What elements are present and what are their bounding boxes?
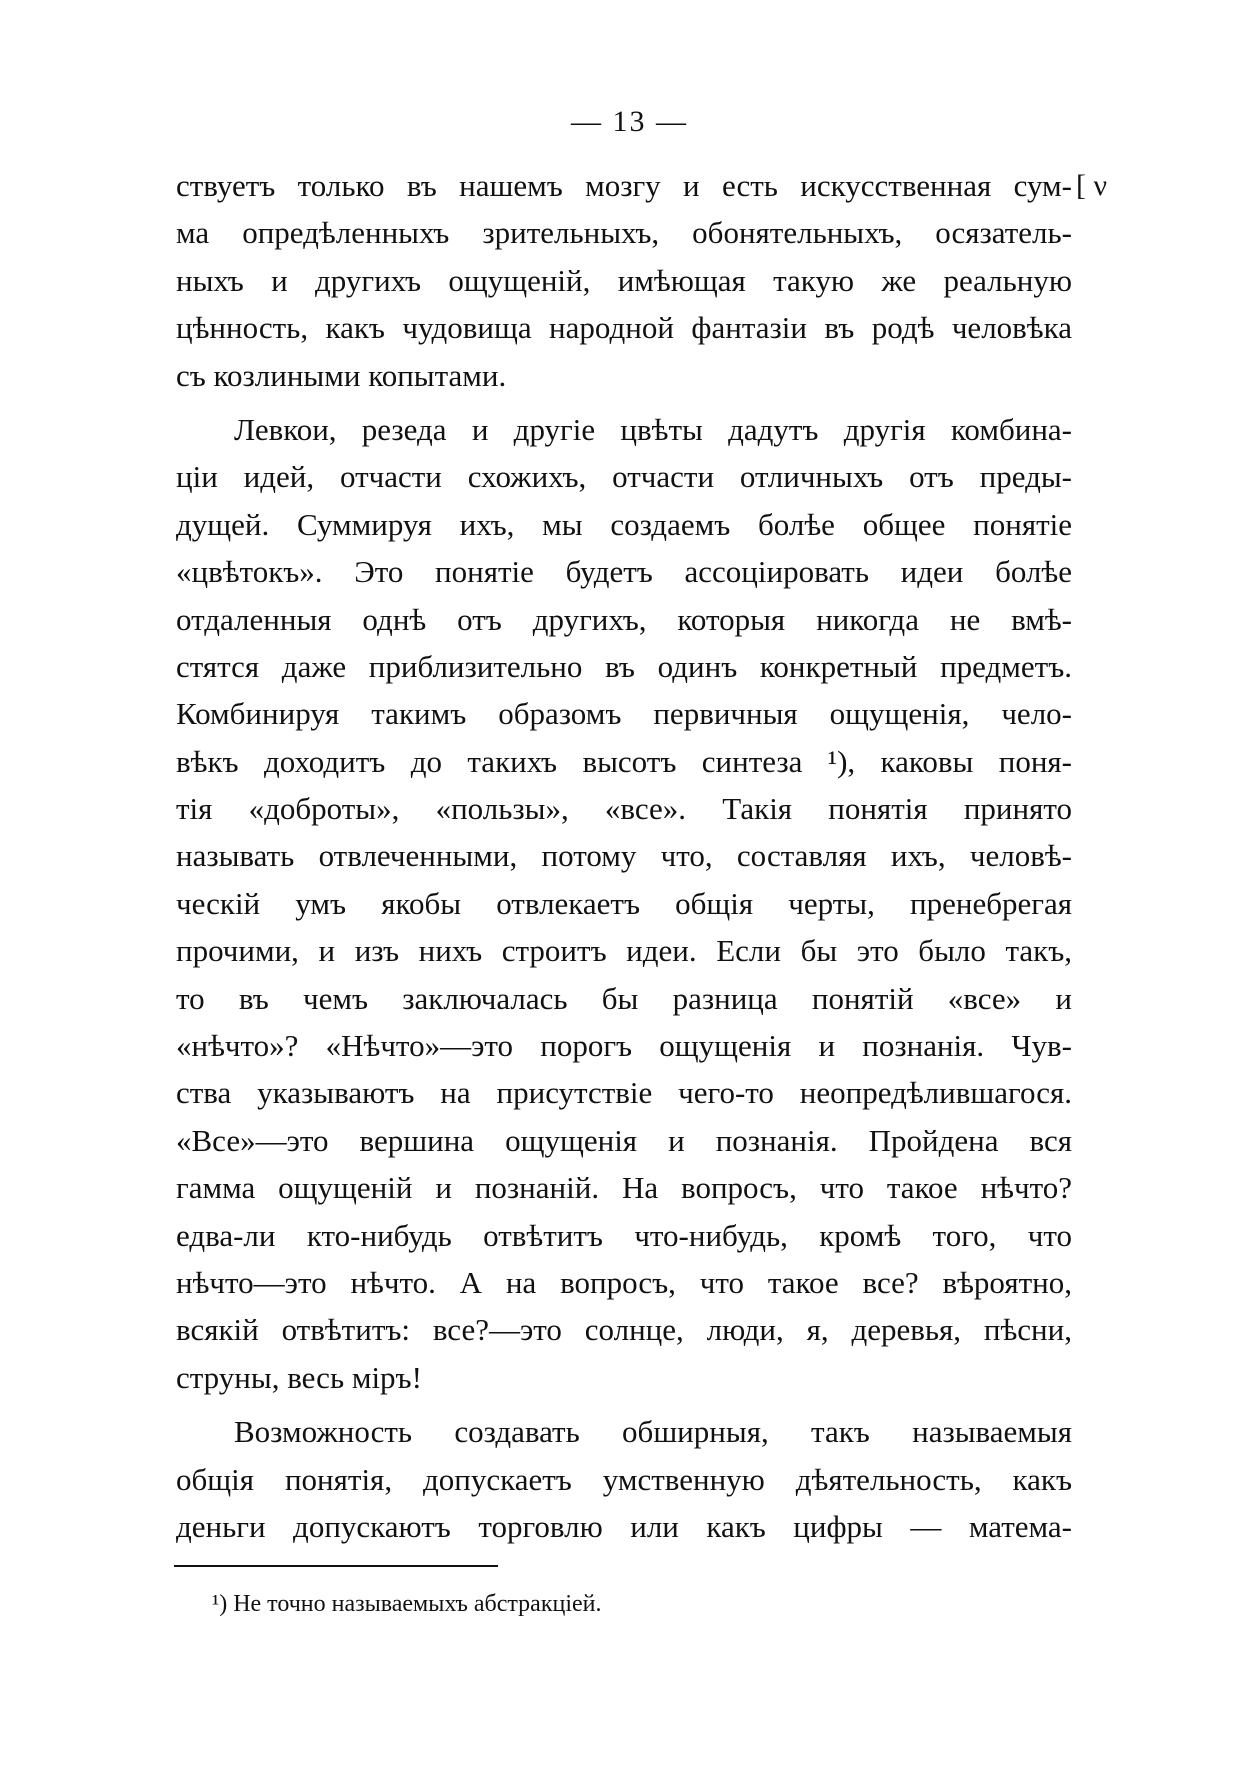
text-line: Комбинируя такимъ образомъ первичныя ощущенія, чело- [176,696,1072,732]
text-line: дущей. Суммируя ихъ, мы создаемъ болѣе общее понятіе [176,506,1072,542]
body-text [176,162,1072,1550]
text-line: цѣнность, какъ чудовища народной фантазіи въ родѣ человѣка [176,310,1072,346]
text-line: ма опредѣленныхъ зрительныхъ, обонятельныхъ, осязатель- [176,215,1072,251]
footnote-divider [174,1565,498,1567]
footnote: ¹) Не точно называемыхъ абстракціей. [212,1591,602,1617]
text-line: нѣчто—это нѣчто. А на вопросъ, что такое все? вѣроятно, [176,1264,1072,1300]
text-line: деньги допускаютъ торговлю или какъ цифры — матема- [176,1508,1072,1544]
text-line: называть отвлеченными, потому что, составляя ихъ, человѣ- [176,838,1072,874]
text-line: то въ чемъ заключалась бы разница понятій «все» и [176,980,1072,1016]
text-line: ства указываютъ на присутствіе чего-то неопредѣлившагося. [176,1075,1072,1111]
text-line: съ козлиными копытами. [176,357,507,393]
text-line: струны, весь міръ! [176,1359,422,1395]
text-line: прочими, и изъ нихъ строитъ идеи. Если бы это было такъ, [176,933,1072,969]
text-line: всякій отвѣтитъ: все?—это солнце, люди, я, деревья, пѣсни, [176,1312,1072,1348]
text-line: Левкои, резеда и другіе цвѣты дадутъ другія комбина- [234,411,1072,447]
text-line: общія понятія, допускаетъ умственную дѣятельность, какъ [176,1461,1072,1497]
text-line: «цвѣтокъ». Это понятіе будетъ ассоціировать идеи болѣе [176,554,1072,590]
text-line: гамма ощущеній и познаній. На вопросъ, что такое нѣчто? [176,1170,1072,1206]
text-line: ствуетъ только въ нашемъ мозгу и есть искусственная сум- [176,168,1072,203]
text-line: стятся даже приблизительно въ одинъ конкретный предметъ. [176,648,1072,684]
text-line: тія «доброты», «пользы», «все». Такія понятія принято [176,791,1072,827]
text-line: ческій умъ якобы отвлекаетъ общія черты, пренебрегая [176,885,1072,921]
margin-mark: [ ν [1076,169,1108,202]
text-line: вѣкъ доходитъ до такихъ высотъ синтеза ¹), каковы поня- [176,743,1072,779]
text-line: ныхъ и другихъ ощущеній, имѣющая такую же реальную [176,262,1072,298]
text-line: Возможность создавать обширныя, такъ называемыя [234,1414,1072,1450]
text-line: «Все»—это вершина ощущенія и познанія. Пройдена вся [176,1122,1072,1158]
text-line: ціи идей, отчасти схожихъ, отчасти отличныхъ отъ преды- [176,459,1072,495]
page-number: — 13 — [571,105,688,138]
text-line: «нѣчто»? «Нѣчто»—это порогъ ощущенія и познанія. Чув- [176,1028,1072,1064]
text-line: едва-ли кто-нибудь отвѣтитъ что-нибудь, кромѣ того, что [176,1217,1072,1253]
text-line: отдаленныя однѣ отъ другихъ, которыя никогда не вмѣ- [176,601,1072,637]
